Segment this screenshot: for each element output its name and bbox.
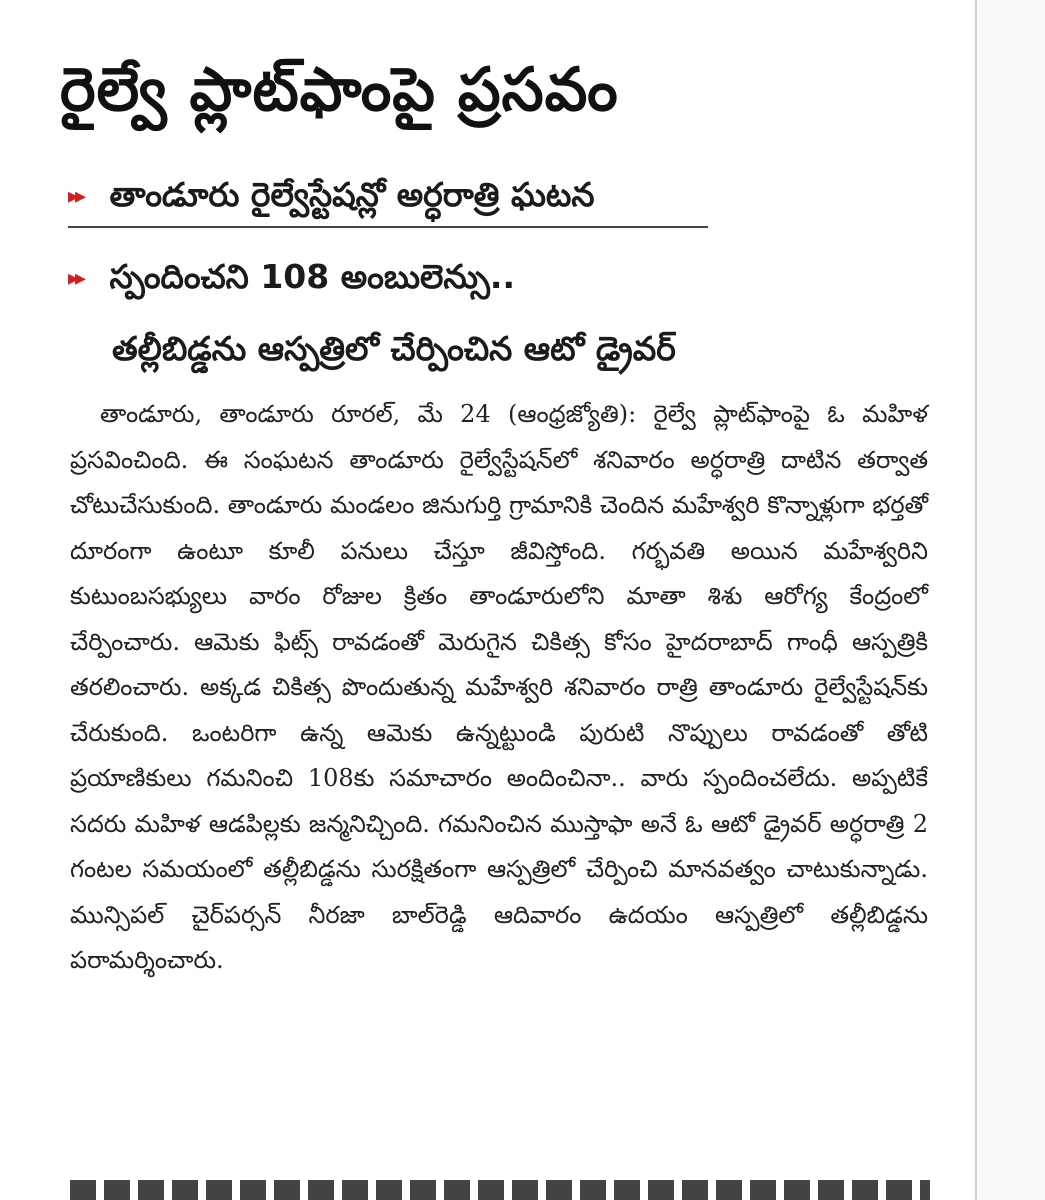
article-body [70,392,928,984]
kicker-1-text: తాండూరు రైల్వేస్టేషన్లో అర్ధరాత్రి ఘటన [109,175,595,214]
kicker-line-2 [68,250,918,306]
kicker-2-text: స్పందించని 108 అంబులెన్సు.. [109,257,515,296]
article-headline: రైల్వే ప్లాట్‌ఫాంపై ప్రసవం [60,55,619,125]
kicker-line-1 [68,168,918,224]
double-arrow-icon: ▸▸ [68,183,83,209]
kicker-divider [68,226,708,228]
kicker-line-2-continued: తల్లీబిడ్డను ఆస్పత్రిలో చేర్పించిన ఆటో డ్రైవర్ [112,329,676,368]
next-article-cutoff-text [70,1180,930,1200]
article-body-paragraph: తాండూరు, తాండూరు రూరల్, మే 24 (ఆంధ్రజ్యోతి): రైల్వే ప్లాట్‌ఫాంపై ఓ మహిళ ప్రసవించింది. ఈ సంఘటన తాండూరు రైల్వేస్టేషన్‌లో శనివారం అర్ధరాత్రి దాటిన తర్వాత చోటుచేసుకుంది. తాండూరు మండలం జినుగుర్తి గ్రామానికి చెందిన మహేశ్వరి కొన్నాళ్లుగా భర్తతో దూరంగా ఉంటూ కూలీ పనులు చేస్తూ జీవిస్తోంది. గర్భవతి అయిన మహేశ్వరిని కుటుంబసభ్యులు వారం రోజుల క్రితం తాండూరులోని మాతా శిశు ఆరోగ్య కేంద్రంలో చేర్పించారు. ఆమెకు ఫిట్స్ రావడంతో మెరుగైన చికిత్స కోసం హైదరాబాద్ గాంధీ ఆస్పత్రికి తరలించారు. అక్కడ చికిత్స పొందుతున్న మహేశ్వరి శనివారం రాత్రి తాండూరు రైల్వేస్టేషన్‌కు చేరుకుంది. ఒంటరిగా ఉన్న ఆమెకు ఉన్నట్టుండి పురుటి నొప్పులు రావడంతో తోటి ప్రయాణికులు గమనించి 108కు సమాచారం అందించినా.. వారు స్పందించలేదు. అప్పటికే సదరు మహిళ ఆడపిల్లకు జన్మనిచ్చింది. గమనించిన ముస్తాఫా అనే ఓ ఆటో డ్రైవర్ అర్ధరాత్రి 2 గంటల సమయంలో తల్లీబిడ్డను సురక్షితంగా ఆస్పత్రిలో చేర్పించి మానవత్వం చాటుకున్నాడు. మున్సిపల్ చైర్‌పర్సన్ నీరజా బాల్‌రెడ్డి ఆదివారం ఉదయం ఆస్పత్రిలో తల్లీబిడ్డను పరామర్శించారు. [70,400,929,974]
double-arrow-icon: ▸▸ [68,265,83,291]
adjacent-column-margin [979,0,1045,1200]
column-divider [975,0,977,1200]
